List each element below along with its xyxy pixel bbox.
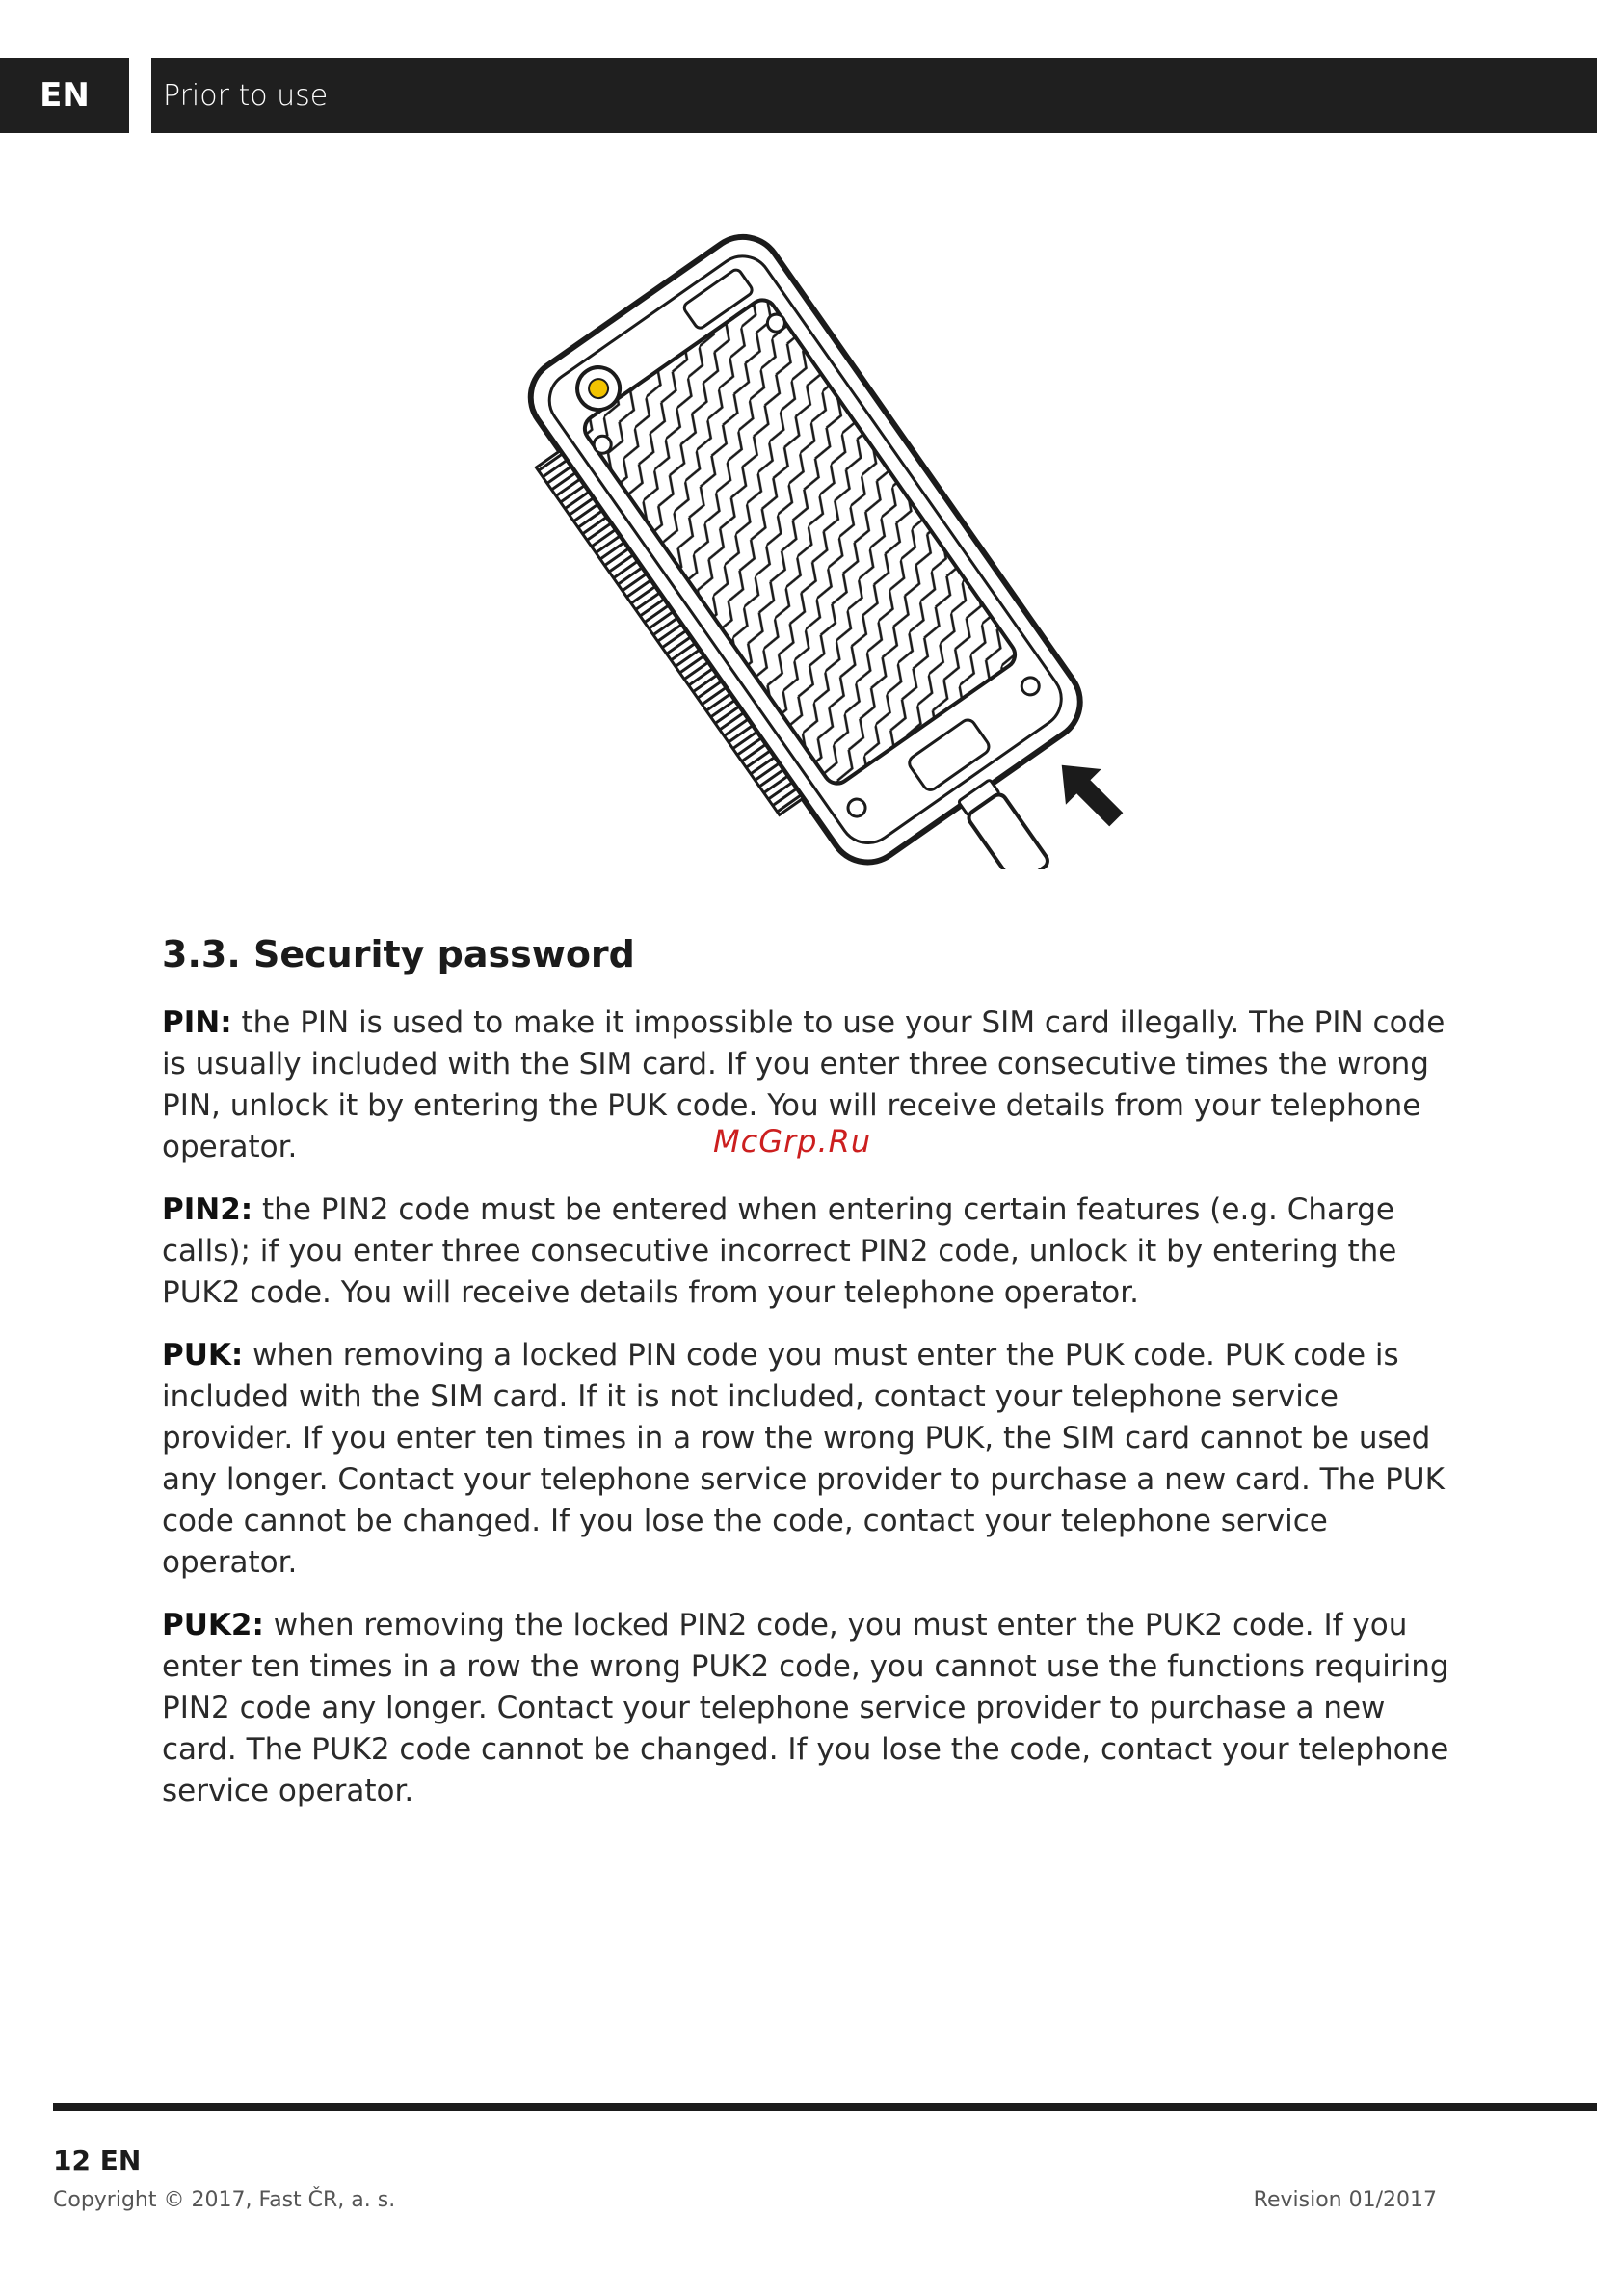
header-bar [151,58,1597,133]
text-pin: the PIN is used to make it impossible to use your SIM card illegally. The PIN code is usually included with the SIM card. If you enter three consecutive times the wrong PIN, unlock it by entering the PUK code. You will receive details from your telephone operator. [162,1005,1446,1164]
phone-illustration [472,214,1127,869]
paragraph-pin2 [162,1189,1453,1314]
text-puk2: when removing the locked PIN2 code, you must enter the PUK2 code. If you enter ten times in a row the wrong PUK2 code, you cannot use the functions requiring PIN2 code any longer. Contact your telephone service provider to purchase a new card. The PUK2 code cannot be changed. If you lose the code, contact your telephone service operator. [162,1608,1449,1808]
term-puk: PUK: [162,1338,244,1373]
footer-divider [53,2103,1597,2111]
copyright-text: Copyright © 2017, Fast ČR, a. s. [53,2188,396,2212]
phone-back-drawing [472,214,1127,869]
section-title: 3.3. Security password [162,933,635,975]
term-pin: PIN: [162,1005,232,1040]
header-title: Prior to use [163,78,329,113]
watermark: McGrp.Ru [713,1123,872,1160]
term-puk2: PUK2: [162,1608,264,1642]
revision-text: Revision 01/2017 [1253,2188,1437,2212]
term-pin2: PIN2: [162,1192,253,1227]
paragraph-puk [162,1335,1453,1584]
text-puk: when removing a locked PIN code you must enter the PUK code. PUK code is included with the SIM card. If it is not included, contact your telephone service provider. If you enter ten times in a row the wrong PUK, the SIM card cannot be used any longer. Contact your telephone service provider to purchase a new card. The PUK code cannot be changed. If you lose the code, contact your telephone service operator. [162,1338,1445,1580]
language-tab: EN [0,58,129,133]
text-pin2: the PIN2 code must be entered when entering certain features (e.g. Charge calls); if you enter three consecutive incorrect PIN2 code, unlock it by entering the PUK2 code. You will receive details from your telephone operator. [162,1192,1397,1310]
page-number: 12 EN [53,2145,142,2176]
paragraph-puk2 [162,1605,1453,1812]
